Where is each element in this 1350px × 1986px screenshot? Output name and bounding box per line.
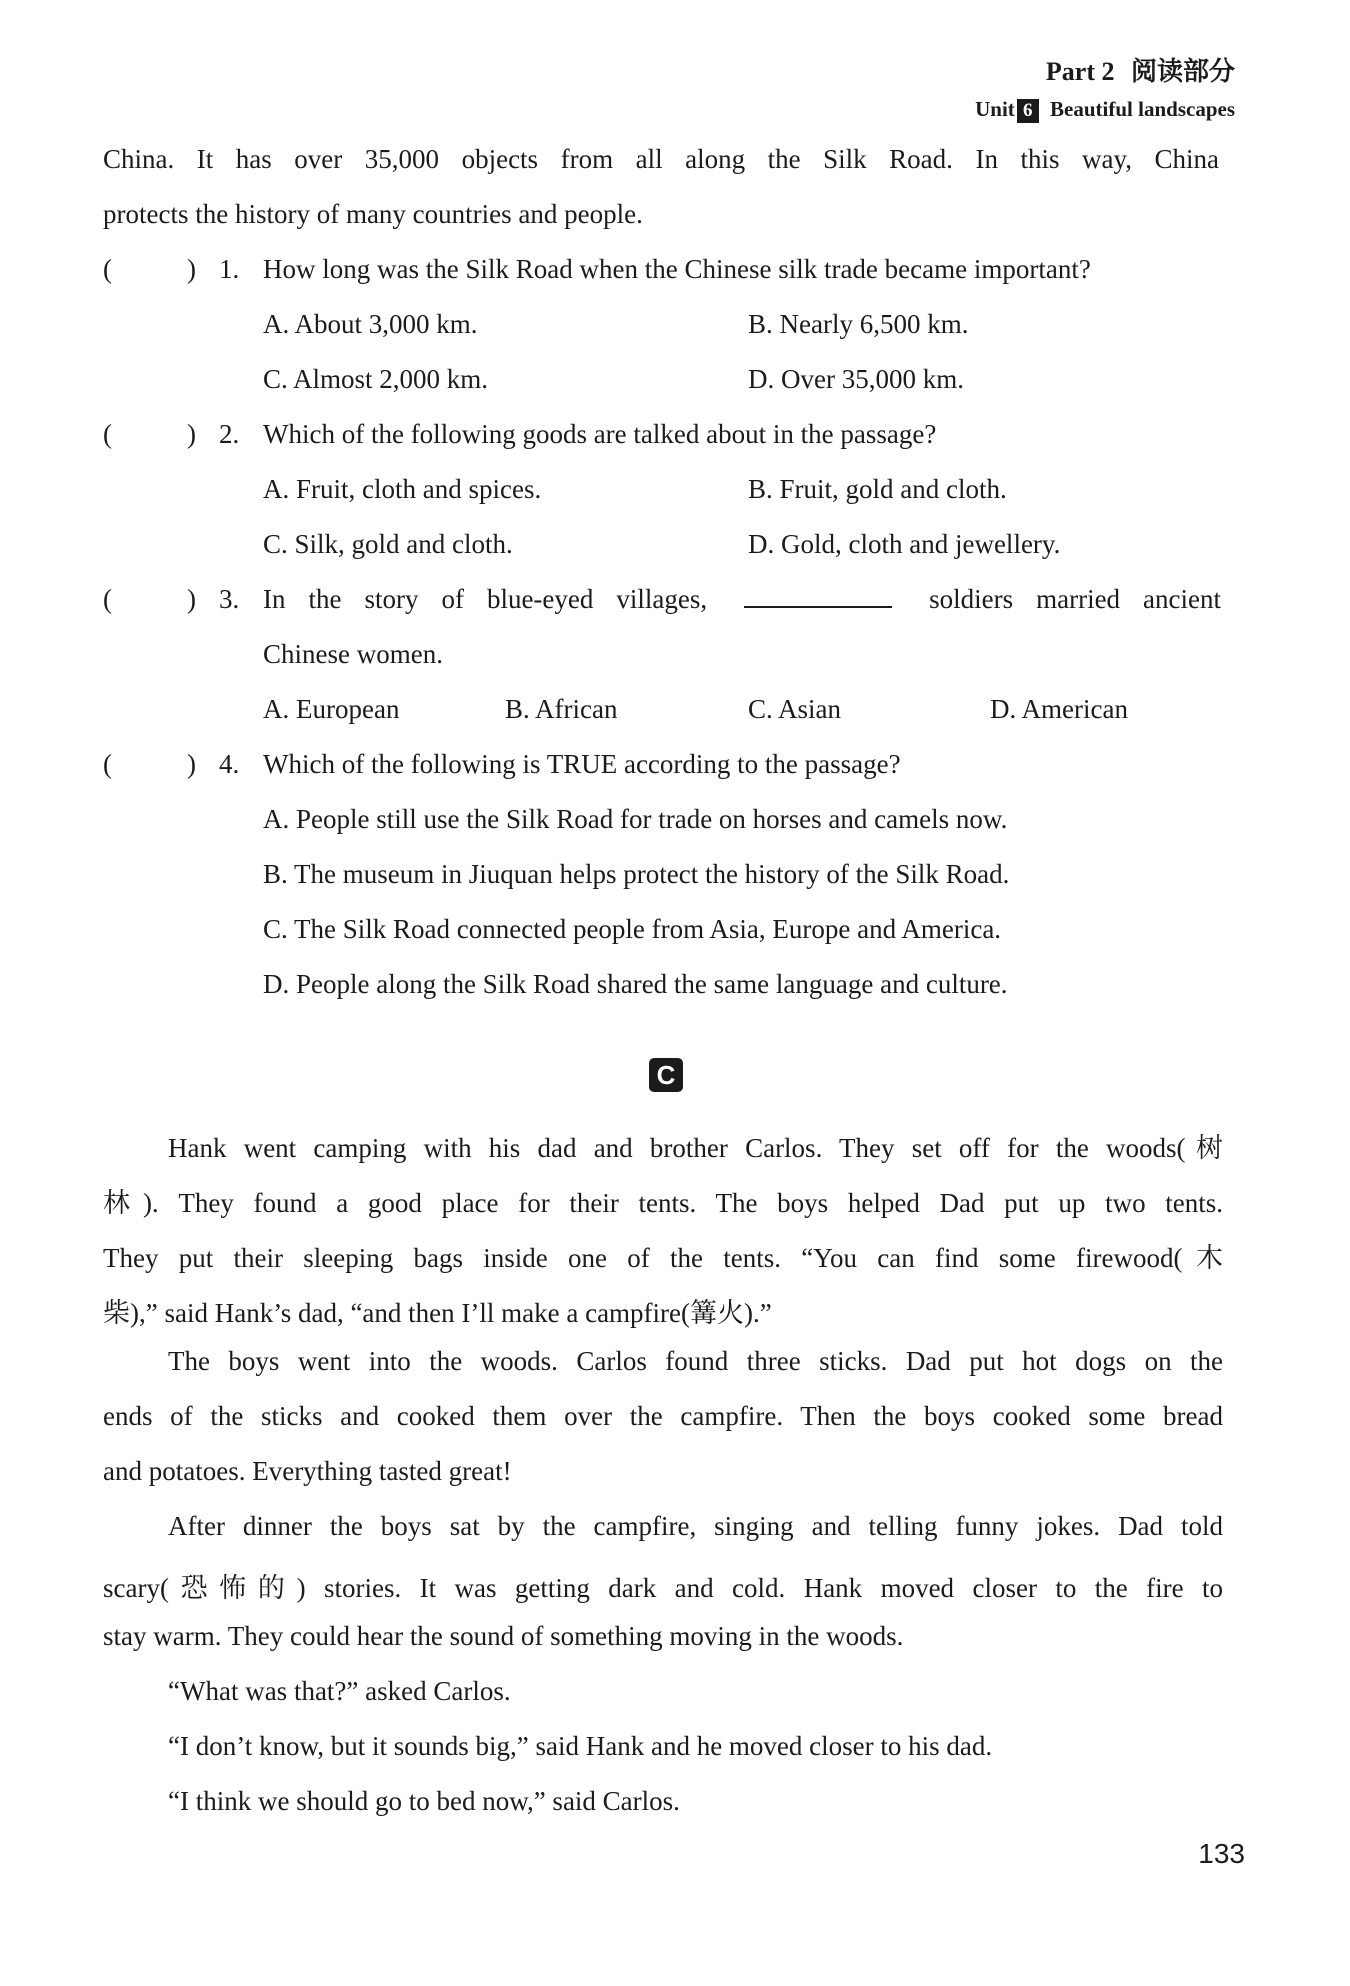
passage-line: The boys went into the woods. Carlos found three sticks. Dad put hot dogs on the [168,1346,1223,1376]
answer-paren-close: ) [187,584,196,614]
part-heading [975,52,1235,92]
question-text: Which of the following goods are talked about in the passage? [263,419,937,449]
answer-paren-open: ( [103,749,112,779]
fill-blank [744,586,892,608]
option-d: D. American [990,694,1128,724]
option-b: B. Fruit, gold and cloth. [748,474,1007,504]
passage-line: “I don’t know, but it sounds big,” said Hank and he moved closer to his dad. [168,1731,993,1761]
part-cn-label: 阅读部分 [1130,57,1235,87]
passage-line: Hank went camping with his dad and brother Carlos. They set off for the woods(树 [168,1133,1223,1163]
option-a: A. People still use the Silk Road for trade on horses and camels now. [263,804,1008,834]
option-c: C. The Silk Road connected people from Asia, Europe and America. [263,914,1002,944]
question-text-line-2: Chinese women. [263,639,443,669]
question-number: 3. [219,584,240,614]
passage-line: 林). They found a good place for their tents. The boys helped Dad put up two tents. [103,1188,1223,1218]
option-c: C. Silk, gold and cloth. [263,529,513,559]
answer-paren-close: ) [187,749,196,779]
section-c-badge: C [649,1058,683,1092]
unit-word: Unit [975,97,1015,121]
passage-line: and potatoes. Everything tasted great! [103,1456,512,1486]
option-d: D. Over 35,000 km. [748,364,964,394]
intro-line-1: China. It has over 35,000 objects from all along the Silk Road. In this way, China [103,144,1219,174]
option-b: B. African [505,694,618,724]
part-label: Part 2 [1045,57,1115,86]
unit-title: Beautiful landscapes [1050,97,1235,121]
page-header [975,52,1235,126]
answer-paren-open: ( [103,584,112,614]
answer-paren-close: ) [187,419,196,449]
question-number: 2. [219,419,240,449]
question-number: 4. [219,749,240,779]
answer-paren-close: ) [187,254,196,284]
passage-line: 柴),” said Hank’s dad, “and then I’ll make a campfire(篝火).” [103,1298,772,1328]
passage-line: “I think we should go to bed now,” said Carlos. [168,1786,680,1816]
unit-number-badge: 6 [1017,99,1039,123]
question-text-after: soldiers married ancient [929,584,1221,614]
option-a: A. About 3,000 km. [263,309,478,339]
passage-line: They put their sleeping bags inside one of the tents. “You can find some firewood(木 [103,1243,1223,1273]
passage-line: ends of the sticks and cooked them over the campfire. Then the boys cooked some bread [103,1401,1223,1431]
option-b: B. The museum in Jiuquan helps protect the history of the Silk Road. [263,859,1010,889]
passage-line: After dinner the boys sat by the campfire, singing and telling funny jokes. Dad told [168,1511,1223,1541]
option-a: A. Fruit, cloth and spices. [263,474,542,504]
option-d: D. Gold, cloth and jewellery. [748,529,1061,559]
question-text: How long was the Silk Road when the Chinese silk trade became important? [263,254,1091,284]
question-text-line-1 [263,584,1221,615]
option-a: A. European [263,694,400,724]
answer-paren-open: ( [103,419,112,449]
option-d: D. People along the Silk Road shared the same language and culture. [263,969,1008,999]
question-text-before: In the story of blue-eyed villages, [263,584,708,614]
unit-heading [975,92,1235,126]
passage-line: stay warm. They could hear the sound of something moving in the woods. [103,1621,904,1651]
option-b: B. Nearly 6,500 km. [748,309,969,339]
option-c: C. Almost 2,000 km. [263,364,489,394]
question-text: Which of the following is TRUE according to the passage? [263,749,901,779]
option-c: C. Asian [748,694,842,724]
answer-paren-open: ( [103,254,112,284]
passage-line: “What was that?” asked Carlos. [168,1676,511,1706]
question-number: 1. [219,254,240,284]
page-number: 133 [1198,1838,1245,1869]
intro-line-2: protects the history of many countries and people. [103,199,643,229]
passage-line: scary(恐怖的) stories. It was getting dark and cold. Hank moved closer to the fire to [103,1573,1223,1603]
